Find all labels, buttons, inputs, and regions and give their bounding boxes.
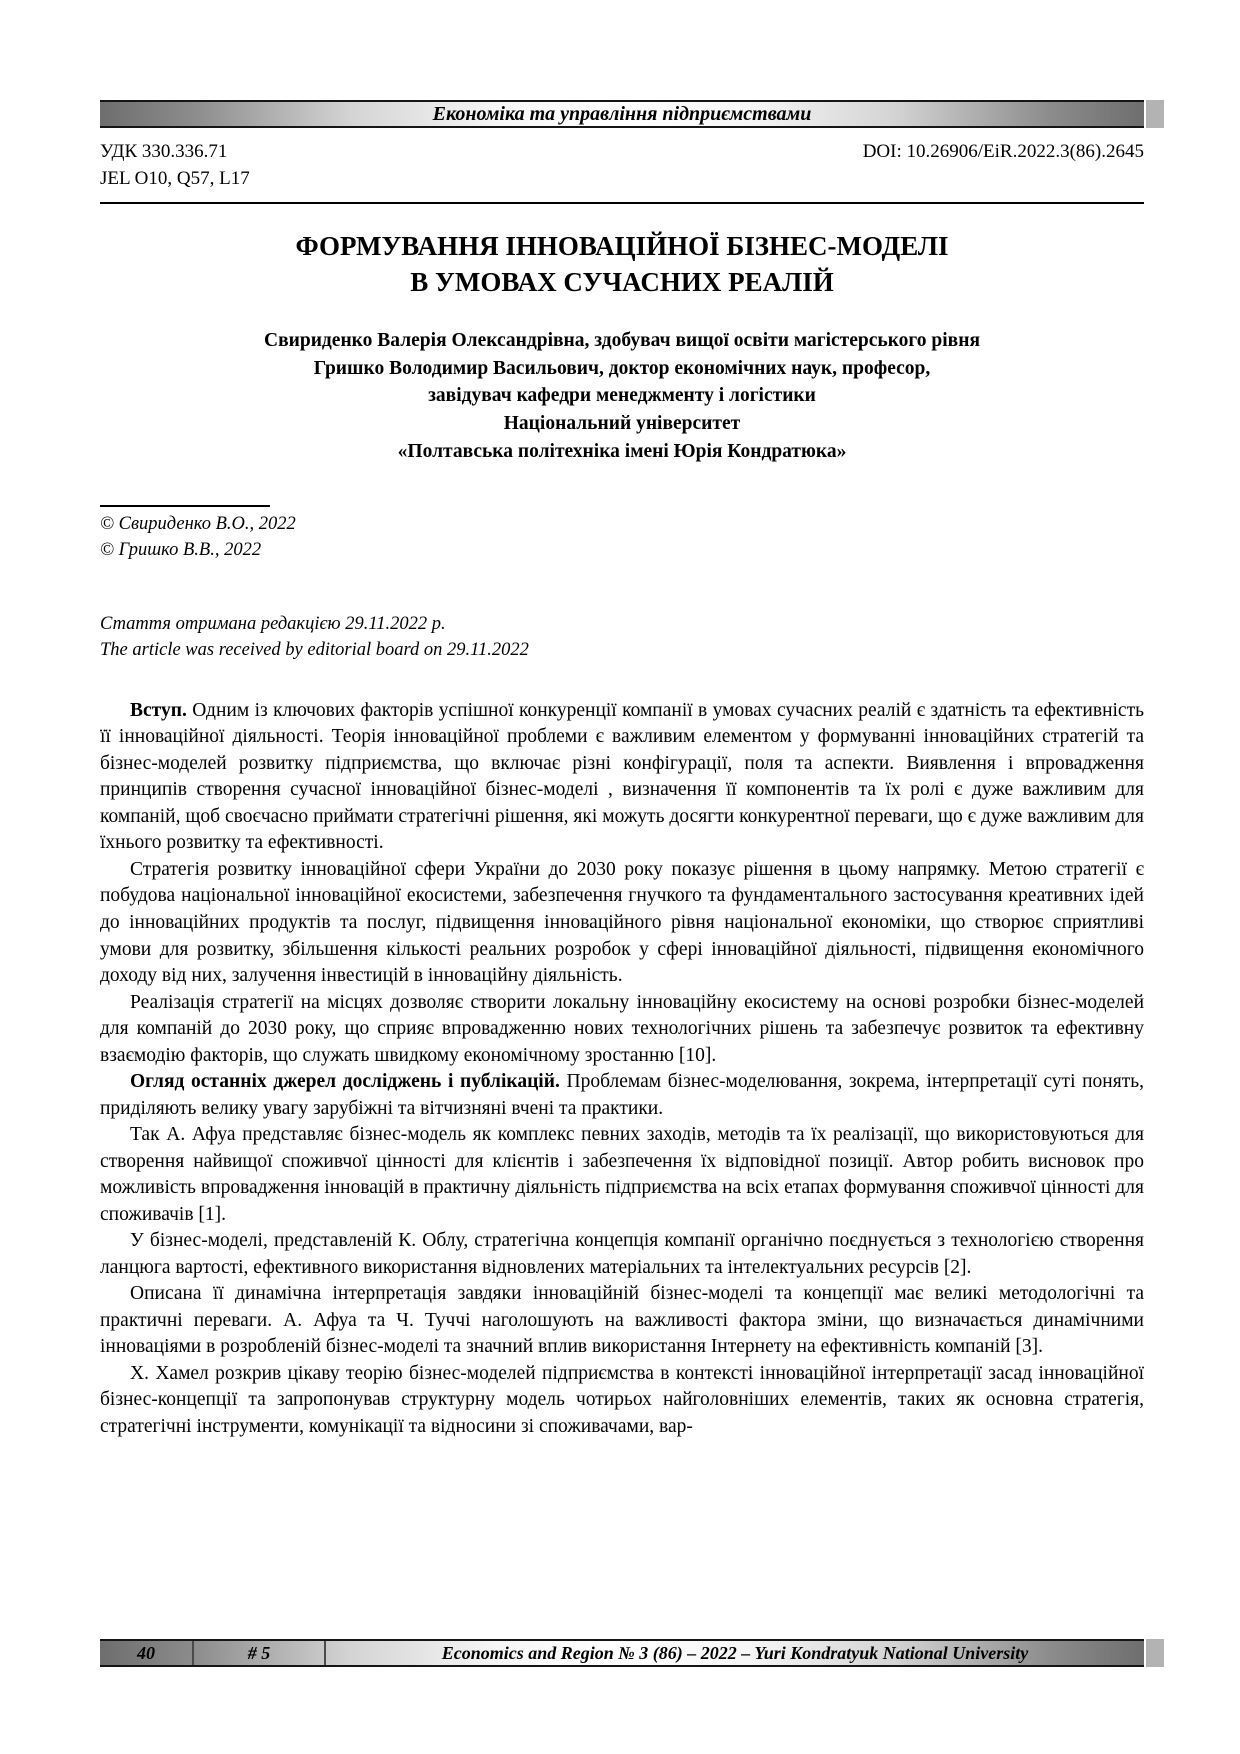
authors-block <box>100 327 1144 465</box>
paragraph-text: Проблемам бізнес-моделювання, зокрема, інтерпретації суті понять, приділяють велику увагу зарубіжні та вітчизняні вчені та практики. <box>100 1071 1145 1119</box>
paragraph-lead: Вступ. <box>130 699 187 721</box>
affiliation-line: Національний університет <box>503 412 741 434</box>
header-bar-cap <box>1146 100 1164 128</box>
affiliation-line: «Полтавська політехніка імені Юрія Кондратюка» <box>397 440 847 462</box>
paragraph <box>100 1361 1144 1441</box>
paragraph <box>100 1228 1144 1281</box>
udk-code: УДК 330.336.71 <box>100 141 228 162</box>
issue-label: # 5 <box>247 1642 271 1663</box>
paragraph-text: Одним із ключових факторів успішної конкуренції компанії в умовах сучасних реалій є здатність та ефективність її інноваційної діяльності. Теорія інноваційної проблеми є важливим елементом у формуванні інноваційних стратегій та бізнес-моделей розвитку підприємства, що включає різні конфігурації, поля та аспекти. Виявлення і впровадження принципів створення сучасної інноваційної бізнес-моделі , визначення її компонентів та їх ролі є дуже важливим для компаній, щоб своєчасно приймати стратегічні рішення, які можуть досягти конкурентної переваги, що є дуже важливим для їхнього розвитку та ефективності. <box>100 699 1144 854</box>
author-line: завідувач кафедри менеджменту і логістики <box>428 385 816 407</box>
paragraph <box>100 1122 1144 1228</box>
paragraph-intro <box>100 698 1144 857</box>
journal-title: Economics and Region № 3 (86) – 2022 – Yuri Kondratyuk National University <box>441 1642 1029 1663</box>
paragraph-text: Стратегія розвитку інноваційної сфери України до 2030 року показує рішення в цьому напрямку. Метою стратегії є побудова національної інноваційної екосистеми, забезпечення гнучкого та фундаментального застосування креативних ідей до інноваційних продуктів та послуг, підвищення інноваційного рівня національної економіки, що створює сприятливі умови для розвитку, збільшення кількості реальних розробок у сфері інноваційної діяльності, підвищення економічного доходу від них, залучення інвестицій в інноваційну діяльність. <box>100 858 1144 987</box>
copyright-block <box>100 505 1144 564</box>
received-line-uk: Стаття отримана редакцією 29.11.2022 р. <box>100 614 446 635</box>
paragraph-sources-review <box>100 1069 1144 1122</box>
copyright-line: © Гришко В.В., 2022 <box>100 540 262 561</box>
jel-code: JEL O10, Q57, L17 <box>100 168 250 189</box>
article-title <box>100 228 1144 301</box>
section-header-bar <box>100 100 1144 128</box>
author-line: Свириденко Валерія Олександрівна, здобувач вищої освіти магістерського рівня <box>264 329 980 351</box>
paragraph <box>100 1281 1144 1361</box>
article-body <box>100 698 1144 1440</box>
classification-block <box>100 138 250 192</box>
author-line: Гришко Володимир Васильович, доктор економічних наук, професор, <box>313 357 931 379</box>
paragraph <box>100 990 1144 1070</box>
doi-text: DOI: 10.26906/EiR.2022.3(86).2645 <box>862 141 1144 162</box>
copyright-separator-line <box>100 505 270 507</box>
footer-bar-cap <box>1146 1639 1164 1667</box>
page-number: 40 <box>137 1642 155 1663</box>
footer <box>100 1639 1144 1667</box>
received-line-en: The article was received by editorial board on 29.11.2022 <box>100 639 529 660</box>
paragraph-text: Описана її динамічна інтерпретація завдяки інноваційній бізнес-моделі та концепції має великі методологічні та практичні переваги. А. Афуа та Ч. Туччі наголошують на важливості фактора зміни, що визначається динамічними інноваціями в розробленій бізнес-моделі та значний вплив використання Інтернету на ефективність компаній [3]. <box>100 1283 1144 1358</box>
paragraph-text: Х. Хамел розкрив цікаву теорію бізнес-моделей підприємства в контексті інноваційної інтерпретації засад інноваційної бізнес-концепції та запропонував структурну модель чотирьох найголовніших елементів, таких як основна стратегія, стратегічні інструменти, комунікації та відносини зі споживачами, вар- <box>100 1362 1144 1437</box>
paragraph-lead: Огляд останніх джерел досліджень і публікацій. <box>130 1071 560 1093</box>
paragraph <box>100 857 1144 990</box>
meta-row <box>100 138 1144 192</box>
paragraph-text: Реалізація стратегії на місцях дозволяє створити локальну інноваційну екосистему на основі розробки бізнес-моделей для компаній до 2030 року, що сприяє впровадженню нових технологічних рішень та забезпечує розвиток та ефективну взаємодію факторів, що служать швидкому економічному зростанню [10]. <box>100 991 1144 1066</box>
article-title-line2: В УМОВАХ СУЧАСНИХ РЕАЛІЙ <box>410 267 834 298</box>
received-block <box>100 612 1144 664</box>
paragraph-text: У бізнес-моделі, представленій К. Облу, стратегічна концепція компанії органічно поєднується з технологією створення ланцюга вартості, ефективного використання відновлених матеріальних та інтелектуальних ресурсів [2]. <box>100 1230 1144 1278</box>
copyright-line: © Свириденко В.О., 2022 <box>100 514 296 535</box>
paragraph-text: Так А. Афуа представляє бізнес-модель як комплекс певних заходів, методів та їх реалізації, що використовуються для створення найвищої споживчої цінності для клієнтів і забезпечення їх відповідної позиції. Автор робить висновок про можливість впровадження інновацій в практичну діяльність підприємства на всіх етапах формування споживчої цінності для споживачів [1]. <box>100 1124 1144 1225</box>
footer-bar <box>100 1639 1144 1667</box>
horizontal-rule <box>100 202 1144 204</box>
section-title: Економіка та управління підприємствами <box>432 102 812 125</box>
article-title-line1: ФОРМУВАННЯ ІННОВАЦІЙНОЇ БІЗНЕС-МОДЕЛІ <box>295 231 949 261</box>
